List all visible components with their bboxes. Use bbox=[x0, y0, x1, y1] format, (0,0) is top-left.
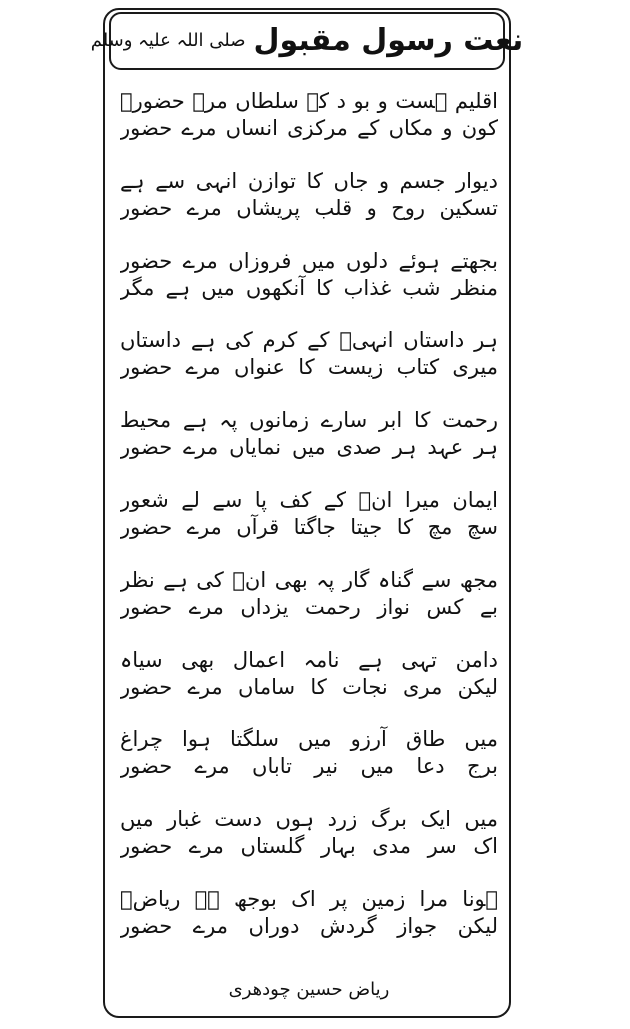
page-title: نعت رسول مقبول bbox=[253, 23, 524, 58]
verse-line: منظر شب غذاب کا آنکھوں میں ہے مگر bbox=[120, 275, 498, 300]
stanza bbox=[120, 645, 498, 725]
stanza bbox=[120, 246, 498, 326]
verse-line: کون و مکاں کے مرکزی انساں مرے حضور bbox=[120, 116, 498, 140]
stanza bbox=[120, 565, 498, 645]
verse-line: لیکن مری نجات کا ساماں مرے حضور bbox=[120, 674, 498, 699]
stanza bbox=[120, 166, 498, 246]
verse-line: تسکین روح و قلب پریشاں مرے حضور bbox=[120, 195, 498, 220]
stanza bbox=[120, 485, 498, 565]
verse-line: مجھ سے گناہ گار پہ بھی انؐ کی ہے نظر bbox=[120, 567, 498, 592]
verse-line: ہر داستاں انہیؐ کے کرم کی ہے داستاں bbox=[120, 328, 498, 353]
verse-line: بے کس نواز رحمت یزداں مرے حضور bbox=[120, 594, 498, 619]
verse-line: برج دعا میں نیر تاباں مرے حضور bbox=[120, 754, 498, 779]
poem-body bbox=[120, 86, 498, 964]
verse-line: میری کتاب زیست کا عنواں مرے حضور bbox=[120, 355, 498, 380]
poet-name: ریاض حسین چودھری bbox=[228, 979, 390, 1000]
verse-line: میں طاق آرزو میں سلگتا ہوا چراغ bbox=[120, 727, 498, 752]
verse-line: اقلیم ہست و بو د کے سلطاں مرے حضورؐ bbox=[120, 89, 498, 113]
stanza bbox=[120, 86, 498, 166]
verse-line: اک سر مدی بہار گلستاں مرے حضور bbox=[120, 834, 498, 859]
stanza bbox=[120, 405, 498, 485]
stanza bbox=[120, 884, 498, 964]
title-banner bbox=[90, 12, 524, 70]
verse-line: بجھتے ہوئے دلوں میں فروزاں مرے حضور bbox=[120, 248, 498, 273]
verse-line: ایمان میرا انؐ کے کف پا سے لے شعور bbox=[120, 487, 498, 512]
stanza bbox=[120, 804, 498, 884]
stanza bbox=[120, 325, 498, 405]
verse-line: دامن تہی ہے نامہ اعمال بھی سیاہ bbox=[120, 647, 498, 672]
verse-line: سچ مچ کا جیتا جاگتا قرآں مرے حضور bbox=[120, 514, 498, 539]
verse-line: لیکن جواز گردش دوراں مرے حضور bbox=[120, 913, 498, 938]
stanza bbox=[120, 724, 498, 804]
verse-line: دیوار جسم و جاں کا توازن انہی سے ہے bbox=[120, 168, 498, 193]
salawat-honorific: صلی اللہ علیہ وسلم bbox=[90, 30, 246, 51]
verse-line: ہر عہد ہر صدی میں نمایاں مرے حضور bbox=[120, 435, 498, 460]
verse-line: میں ایک برگ زرد ہوں دست غبار میں bbox=[120, 807, 498, 832]
verse-line: ہونا مرا زمین پر اک بوجھ ہے ریاضؔ bbox=[120, 886, 498, 911]
verse-line: رحمت کا ابر سارے زمانوں پہ ہے محیط bbox=[120, 408, 498, 433]
